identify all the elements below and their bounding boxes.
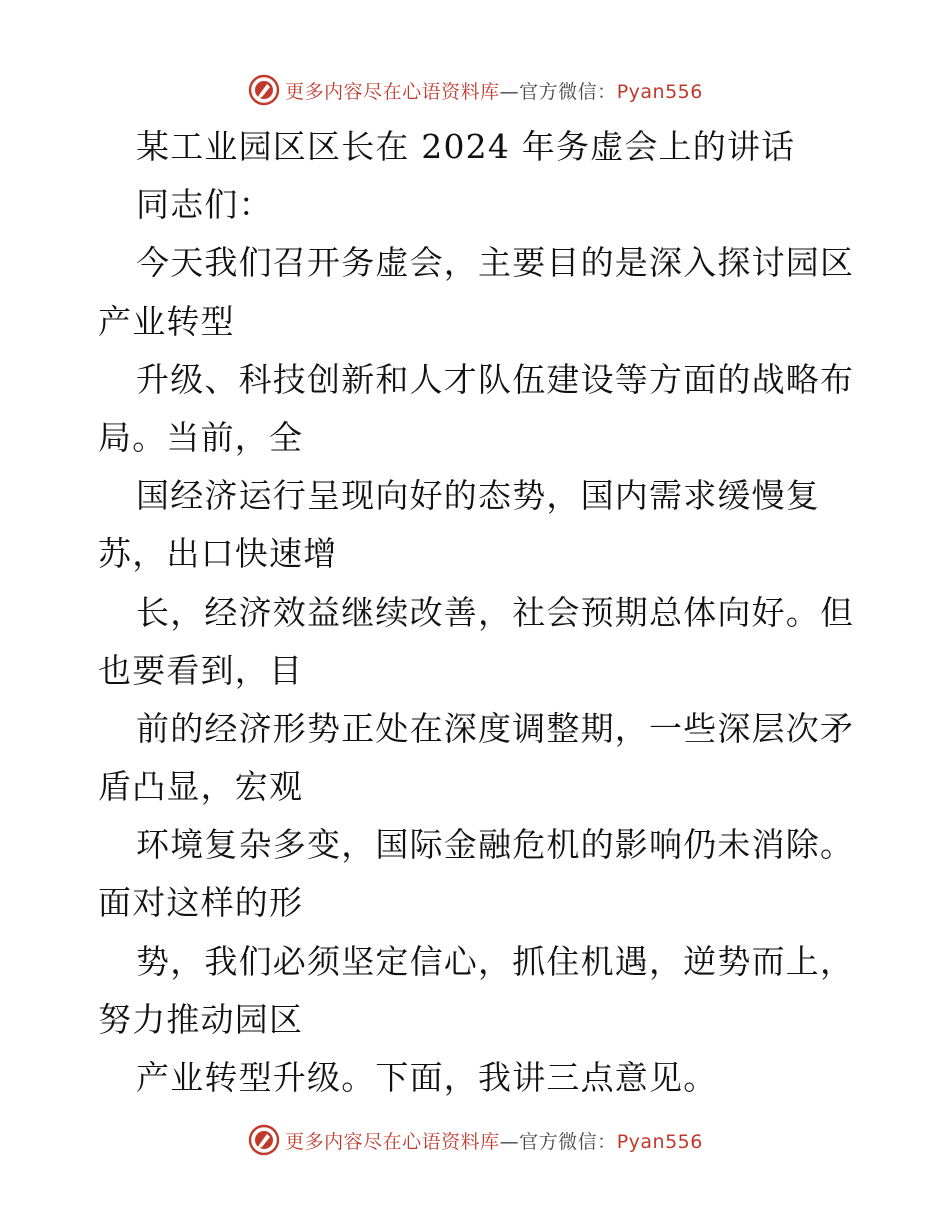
text-line: 盾凸显，宏观: [98, 767, 304, 807]
text-line: 长，经济效益继续改善，社会预期总体向好。但: [136, 592, 855, 632]
document-title-line: 某工业园区区长在 2024 年务虚会上的讲话: [136, 127, 796, 166]
text-line: 今天我们召开务虚会，主要目的是深入探讨园区: [136, 243, 855, 283]
banner-promo: 更多内容尽在心语资料库: [285, 1130, 500, 1153]
footer-banner: [0, 1120, 950, 1160]
banner-text: [285, 77, 703, 104]
banner-separator: —: [499, 1130, 520, 1153]
text-line: 局。当前，全: [98, 417, 304, 457]
text-line: 产业转型: [98, 301, 235, 341]
banner-wechat-label: 官方微信：: [519, 1130, 617, 1153]
text-line: 升级、科技创新和人才队伍建设等方面的战略布: [136, 359, 855, 399]
header-banner: [0, 70, 950, 110]
pen-nib-circle-icon: [247, 73, 281, 107]
text-line: 苏，出口快速增: [98, 534, 338, 574]
text-line: 国经济运行呈现向好的态势，国内需求缓慢复: [136, 476, 820, 516]
text-line: 努力推动园区: [98, 999, 304, 1039]
text-line: 环境复杂多变，国际金融危机的影响仍未消除。: [136, 825, 855, 865]
banner-wechat-id: Pyan556: [616, 1130, 703, 1153]
banner-promo: 更多内容尽在心语资料库: [285, 80, 500, 103]
text-line: 也要看到，目: [98, 650, 304, 690]
pen-nib-circle-icon: [247, 1123, 281, 1157]
text-line: 产业转型升级。下面，我讲三点意见。: [136, 1058, 718, 1097]
text-line: 面对这样的形: [98, 883, 304, 923]
text-line: 同志们：: [136, 185, 273, 225]
banner-wechat-label: 官方微信：: [519, 80, 617, 103]
banner-wechat-id: Pyan556: [616, 80, 703, 103]
text-line: 前的经济形势正处在深度调整期，一些深层次矛: [136, 708, 855, 748]
banner-separator: —: [499, 80, 520, 103]
banner-text: [285, 1127, 703, 1154]
document-body: [98, 118, 858, 1107]
text-line: 势，我们必须坚定信心，抓住机遇，逆势而上，: [136, 941, 855, 981]
